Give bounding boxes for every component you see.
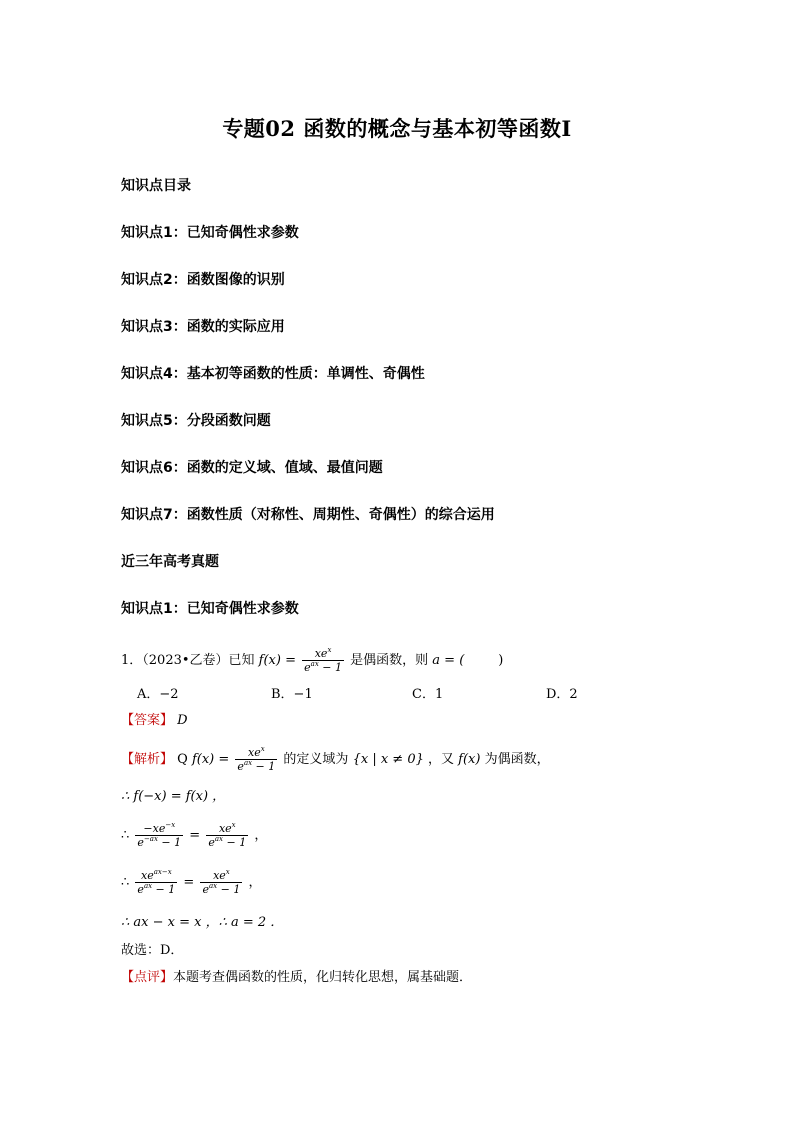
step2-right-num: xe (218, 822, 232, 835)
step3-right-den: e (202, 883, 209, 896)
analysis-fraction (235, 746, 277, 773)
comment-text: 本题考查偶函数的性质，化归转化思想，属基础题． (173, 970, 473, 985)
analysis-step-4: ∴ ax − x = x ，∴ a = 2 ． (121, 915, 284, 930)
step3-left-num-sup: ax−x (153, 868, 172, 876)
analysis-choose: 故选：D． (121, 943, 184, 958)
step2-comma: ， (254, 828, 268, 843)
step2-right-den-sup: ax (214, 835, 223, 843)
analysis-frac-num-sup: x (260, 745, 265, 753)
question-fraction (302, 647, 344, 674)
step3-right-den-sup: ax (208, 882, 218, 890)
analysis-frac-den-sup: ax (243, 759, 253, 767)
analysis-step-2 (121, 822, 267, 849)
answer-line (121, 712, 188, 730)
analysis-step-3 (121, 869, 261, 896)
step3-left-den-tail: − 1 (152, 883, 176, 896)
analysis-even: 为偶函数， (484, 752, 550, 767)
option-d: D．2 (546, 687, 578, 702)
toc-item-2: 知识点2：函数图像的识别 (121, 272, 285, 288)
step3-left-num: xe (141, 869, 154, 882)
question-line (121, 647, 503, 674)
analysis-because: Q (177, 752, 188, 767)
document-title: 专题02 函数的概念与基本初等函数I (222, 116, 572, 141)
step3-comma: ， (248, 875, 262, 890)
question-frac-den-tail: − 1 (318, 661, 342, 674)
step2-right-den: e (208, 836, 215, 849)
analysis-domain-set: {x | x ≠ 0} (352, 752, 424, 767)
analysis-fx-2: f(x) (458, 752, 481, 767)
step2-right-num-sup: x (231, 821, 236, 829)
question-frac-num: xe (314, 647, 328, 660)
question-prefix: 1．（2023•乙卷）已知 (121, 653, 255, 668)
analysis-step-1: ∴ f(−x) = f(x) ， (121, 789, 226, 804)
step3-right-num: xe (213, 869, 226, 882)
section-heading: 近三年高考真题 (121, 554, 219, 570)
step3-left-fraction (135, 869, 177, 896)
knowledge-heading: 知识点1：已知奇偶性求参数 (121, 601, 299, 617)
step2-left-num: −xe (143, 822, 166, 835)
analysis-domain-text: 的定义域为 (283, 752, 349, 767)
analysis-also: ，又 (428, 752, 455, 767)
analysis-fx: f(x) = (191, 752, 230, 767)
option-b: B．−1 (271, 687, 313, 702)
toc-heading: 知识点目录 (121, 178, 191, 194)
answer-value: D (177, 713, 188, 728)
step3-therefore: ∴ (121, 875, 130, 890)
toc-item-3: 知识点3：函数的实际应用 (121, 319, 285, 335)
analysis-frac-num: xe (248, 746, 261, 759)
step2-left-fraction (135, 822, 183, 849)
toc-item-1: 知识点1：已知奇偶性求参数 (121, 225, 299, 241)
step2-left-num-sup: −x (165, 821, 176, 829)
analysis-label: 【解析】 (121, 752, 174, 767)
step3-right-fraction (200, 869, 242, 896)
step3-left-den: e (137, 883, 144, 896)
question-frac-den: e (304, 661, 311, 674)
analysis-line-1 (121, 746, 550, 773)
toc-item-6: 知识点6：函数的定义域、值域、最值问题 (121, 460, 383, 476)
option-a: A．−2 (137, 687, 179, 702)
analysis-frac-den: e (237, 760, 244, 773)
toc-item-7: 知识点7：函数性质（对称性、周期性、奇偶性）的综合运用 (121, 507, 495, 523)
step2-left-den-sup: −ax (143, 835, 158, 843)
step2-right-fraction (206, 822, 248, 849)
step3-right-den-tail: − 1 (217, 883, 241, 896)
answer-label: 【答案】 (121, 713, 174, 728)
question-frac-den-sup: ax (310, 660, 319, 668)
question-frac-num-sup: x (327, 646, 332, 654)
step2-left-den-tail: − 1 (157, 836, 182, 849)
step2-eq: = (189, 828, 201, 843)
toc-item-5: 知识点5：分段函数问题 (121, 413, 271, 429)
option-c: C．1 (412, 687, 444, 702)
question-close: ) (498, 653, 504, 668)
step2-therefore: ∴ (121, 828, 130, 843)
step3-eq: = (183, 875, 195, 890)
step3-left-den-sup: ax (143, 882, 153, 890)
step2-left-den: e (137, 836, 144, 849)
question-middle: 是偶函数，则 (350, 653, 429, 668)
comment-label: 【点评】 (121, 970, 174, 985)
question-a-eq: a = ( (432, 653, 465, 668)
toc-item-4: 知识点4：基本初等函数的性质：单调性、奇偶性 (121, 366, 425, 382)
question-fx: f(x) = (258, 653, 296, 668)
analysis-frac-den-tail: − 1 (252, 760, 276, 773)
step2-right-den-tail: − 1 (222, 836, 247, 849)
comment-line (121, 969, 472, 987)
step3-right-num-sup: x (225, 868, 230, 876)
